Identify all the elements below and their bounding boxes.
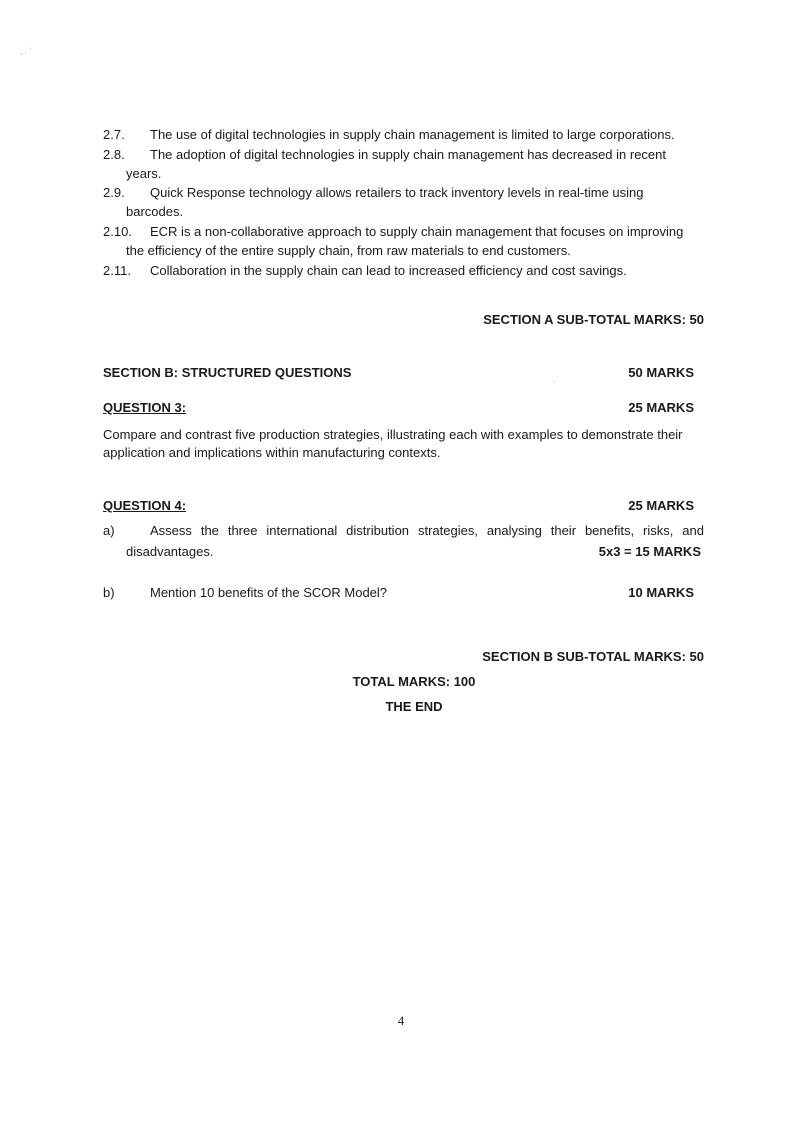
- question-3-marks: 25 MARKS: [628, 400, 694, 415]
- question-3-label: QUESTION 3:: [103, 400, 187, 415]
- part-b-marks: 10 MARKS: [628, 585, 694, 600]
- item-text: Quick Response technology allows retailers to track inventory levels in real-time using: [150, 185, 644, 200]
- item-text-continued: years.: [126, 166, 162, 181]
- item-text-continued: barcodes.: [126, 204, 184, 219]
- part-b-text: Mention 10 benefits of the SCOR Model?: [150, 585, 388, 600]
- item-text: The adoption of digital technologies in supply chain management has decreased in recent: [150, 147, 667, 162]
- item-number: 2.8.: [103, 147, 125, 162]
- section-b-heading: SECTION B: STRUCTURED QUESTIONS: [103, 365, 352, 380]
- page-number: 4: [397, 1013, 405, 1028]
- question-3-text-continued: application and implications within manufacturing contexts.: [103, 445, 441, 460]
- section-b-marks: 50 MARKS: [628, 365, 694, 380]
- question-3-text: Compare and contrast five production strategies, illustrating each with examples to demonstrate their: [103, 427, 683, 442]
- total-marks: TOTAL MARKS: 100: [352, 674, 476, 689]
- item-number: 2.11.: [103, 263, 131, 278]
- part-a-text: Assess the three international distribution strategies, analysing their benefits, risks, and: [150, 523, 704, 538]
- part-a-letter: a): [103, 523, 115, 538]
- question-4-marks: 25 MARKS: [628, 498, 694, 513]
- item-number: 2.10.: [103, 224, 132, 239]
- question-4-label: QUESTION 4:: [103, 498, 187, 513]
- item-text-continued: the efficiency of the entire supply chain, from raw materials to end customers.: [126, 243, 571, 258]
- the-end: THE END: [385, 699, 443, 714]
- item-text: The use of digital technologies in supply chain management is limited to large corporations.: [150, 127, 675, 142]
- item-number: 2.7.: [103, 127, 125, 142]
- scan-dot: ·: [553, 377, 556, 386]
- section-a-subtotal: SECTION A SUB-TOTAL MARKS: 50: [483, 312, 704, 327]
- item-text: ECR is a non-collaborative approach to supply chain management that focuses on improving: [150, 224, 684, 239]
- part-b-letter: b): [103, 585, 115, 600]
- part-a-text-continued: disadvantages.: [126, 544, 214, 559]
- item-text: Collaboration in the supply chain can lead to increased efficiency and cost savings.: [150, 263, 627, 278]
- part-a-marks: 5x3 = 15 MARKS: [598, 544, 701, 559]
- scan-marks: , . `: [20, 47, 32, 56]
- item-number: 2.9.: [103, 185, 125, 200]
- section-b-subtotal: SECTION B SUB-TOTAL MARKS: 50: [482, 649, 704, 664]
